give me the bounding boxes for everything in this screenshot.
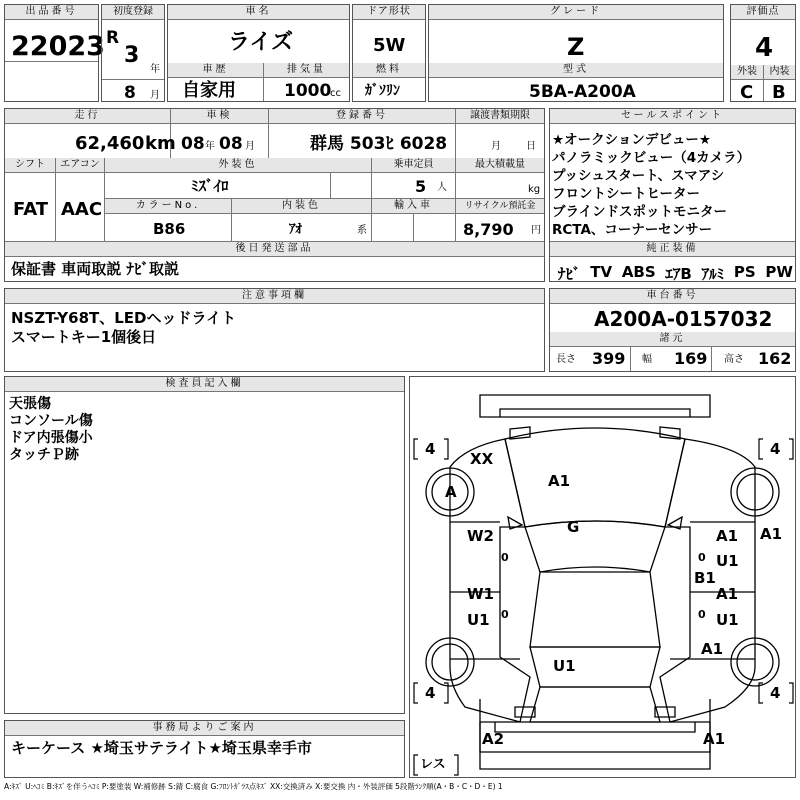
first-registration-label: 初度登録 (102, 5, 164, 20)
interior-color-unit: 系 (357, 225, 367, 236)
tire-front-right: 4 (770, 440, 781, 458)
reg-number-label: 登録番号 (269, 109, 455, 124)
door-handle-rear-right: 0 (698, 608, 706, 621)
inspector-line-4: タッチＰ跡 (9, 447, 79, 463)
car-name: ライズ (228, 30, 294, 55)
mark-pillar-right: B1 (694, 569, 716, 587)
equipment-item: TV (590, 263, 613, 281)
transfer-label: 譲渡書類期限 (456, 109, 544, 124)
sales-points-box (549, 108, 796, 282)
history-label: 車歴 (168, 63, 263, 78)
mark-windshield: G (567, 518, 580, 536)
displacement: 1000 (284, 81, 332, 101)
displacement-unit: cc (330, 88, 341, 99)
recycle-unit: 円 (531, 225, 541, 236)
load-label: 最大積載量 (456, 158, 544, 173)
length-label: 長さ (556, 354, 576, 365)
exterior-label: 外装 (731, 65, 763, 80)
later-parts: 保証書 車両取説 ﾅﾋﾞ取説 (11, 260, 179, 278)
tire-rear-right: 4 (770, 684, 781, 702)
mark-door-front-left: W2 (467, 527, 494, 545)
era: R (106, 28, 120, 48)
mark-door-rear-right: A1 (716, 585, 739, 603)
shift-label: シフト (5, 158, 55, 173)
equipment-item: ｴｱB (665, 265, 692, 283)
score-box (730, 4, 796, 102)
sales-point-line: RCTA、コーナーセンサー (552, 222, 713, 238)
notes-box (4, 288, 545, 372)
sales-point-line: プッシュスタート、スマアシ (552, 168, 725, 184)
exterior-grade: C (740, 82, 754, 103)
sales-point-line: ブラインドスポットモニター (552, 204, 727, 220)
car-name-box (167, 4, 350, 102)
import-label: 輸入車 (372, 199, 455, 214)
height-label: 高さ (724, 354, 744, 365)
transfer-day: 日 (526, 141, 536, 152)
fuel-label: 燃料 (353, 63, 425, 78)
model: 5BA-A200A (529, 82, 636, 102)
ac-label: エアコン (56, 158, 104, 173)
inspector-label: 検査員記入欄 (5, 377, 404, 392)
inspector-line-1: 天張傷 (9, 396, 51, 412)
spare-tire: レス (420, 757, 446, 772)
inspection-month-unit: 月 (245, 141, 255, 152)
inspection-month: 08 (219, 134, 243, 154)
door-handle-front-left: 0 (501, 551, 509, 564)
equipment-list (558, 263, 793, 284)
chassis-label: 車台番号 (550, 289, 795, 304)
inspector-box (4, 376, 405, 714)
reg-number: 群馬 503ﾋ 6028 (310, 134, 448, 154)
mark-bumper-rear-left: A2 (482, 730, 505, 748)
mark-door-front-right-2: U1 (716, 552, 739, 570)
door: 5W (373, 35, 406, 56)
door-label: ドア形状 (353, 5, 425, 20)
equipment-label: 純正装備 (550, 242, 795, 257)
notes-line-2: スマートキー1個後日 (11, 328, 157, 346)
color: ﾐｽﾞｲﾛ (191, 177, 229, 195)
mark-bumper-rear-right: A1 (703, 730, 726, 748)
specs-label: 諸元 (550, 332, 795, 347)
mark-door-rear-right-2: U1 (716, 611, 739, 629)
lot-number-box (4, 4, 105, 102)
recycle-fee: 8,790 (463, 220, 514, 239)
interior-color-label: 内装色 (232, 199, 371, 214)
equipment-item: PS (733, 263, 756, 281)
tire-rear-left: 4 (425, 684, 436, 702)
ac: AAC (61, 199, 103, 220)
sales-points-label: セールスポイント (550, 109, 795, 124)
capacity: 5 (415, 177, 427, 196)
chassis-number: A200A-0157032 (594, 307, 773, 331)
reg-year-unit: 年 (150, 64, 160, 75)
sales-point-line: ★オークションデビュー★ (552, 132, 711, 148)
mileage-unit: km (145, 133, 176, 154)
car-outline-diagram (410, 377, 795, 777)
inspector-line-3: ドア内張傷小 (9, 430, 93, 446)
inspector-line-2: コンソール傷 (9, 413, 93, 429)
mark-door-rear-left-2: U1 (467, 611, 490, 629)
equipment-item: ABS (621, 263, 656, 281)
equipment-item: PW (765, 263, 793, 281)
equipment-item: ｱﾙﾐ (701, 265, 725, 283)
office-text: キーケース ★埼玉サテライト★埼玉県幸手市 (11, 739, 312, 757)
capacity-label: 乗車定員 (372, 158, 455, 173)
chassis-box (549, 288, 796, 372)
car-name-label: 車名 (168, 5, 349, 20)
score-label: 評価点 (731, 5, 795, 20)
mark-hatch: U1 (553, 657, 576, 675)
height: 162 (758, 349, 792, 368)
office-label: 事務局よりご案内 (5, 721, 404, 736)
sales-points-list (552, 131, 750, 239)
score: 4 (755, 33, 774, 63)
equipment-item: ﾅﾋﾞ (558, 265, 581, 283)
capacity-unit: 人 (437, 182, 447, 193)
sales-point-line: パノラミックビュー（4カメラ） (552, 150, 751, 166)
lot-number: 22023 (11, 31, 105, 62)
color-number-label: カラーNo. (105, 199, 231, 214)
sales-point-line: フロントシートヒーター (552, 186, 700, 202)
color-label: 外装色 (105, 158, 371, 173)
transfer-month: 月 (491, 141, 501, 152)
damage-diagram (409, 376, 796, 778)
recycle-label: リサイクル預託金 (456, 199, 544, 214)
notes-label: 注意事項欄 (5, 289, 544, 304)
mark-door-rear-left: W1 (467, 585, 494, 603)
grade-box (428, 4, 724, 102)
history: 自家用 (182, 80, 236, 101)
color-number: B86 (153, 220, 186, 238)
length: 399 (592, 349, 626, 368)
grade: Z (567, 33, 585, 61)
reg-month: 8 (124, 83, 136, 103)
lot-number-label: 出品番号 (5, 5, 98, 20)
mark-hood: A1 (548, 472, 571, 490)
tire-front-left: 4 (425, 440, 436, 458)
inspection-year: 08 (181, 134, 205, 154)
mark-quarter-right: A1 (701, 640, 724, 658)
shift: FAT (13, 199, 49, 220)
mark-fender-front-left: XX (470, 450, 494, 468)
mileage-label: 走行 (5, 109, 170, 124)
fuel: ｶﾞｿﾘﾝ (365, 83, 400, 99)
notes-line-1: NSZT-Y68T、LEDヘッドライト (11, 309, 237, 327)
width: 169 (674, 349, 708, 368)
door-handle-front-right: 0 (698, 551, 706, 564)
door-handle-rear-left: 0 (501, 608, 509, 621)
model-label: 型式 (429, 63, 723, 78)
load-unit: kg (528, 184, 541, 195)
vehicle-info-block (4, 108, 545, 282)
inspection-label: 車検 (171, 109, 268, 124)
mark-wheel-front-left: A (445, 483, 457, 501)
interior-label: 内装 (764, 65, 795, 80)
grade-label: グレード (429, 5, 723, 20)
inspection-year-unit: 年 (205, 141, 215, 152)
office-box (4, 720, 405, 778)
first-registration-box (101, 4, 165, 102)
door-box (352, 4, 426, 102)
width-label: 幅 (642, 354, 652, 365)
interior-grade: B (772, 82, 786, 103)
mark-front-left-right-edge: A1 (760, 525, 783, 543)
later-parts-label: 後日発送部品 (5, 242, 544, 257)
reg-year: 3 (124, 43, 140, 68)
mark-door-front-right: A1 (716, 527, 739, 545)
reg-month-unit: 月 (150, 90, 160, 101)
interior-color: ｱｵ (289, 222, 302, 237)
legend: A:ｷｽﾞ U:ﾍｺﾐ B:ｷｽﾞを伴うﾍｺﾐ P:要塗装 W:補修跡 S:錆 C:腐食 G:ﾌﾛﾝﾄｶﾞﾗｽ点ｷｽﾞ XX:交換済み X:要交換 内・外装評価 5段階ﾗﾝｸ順(A・B・C・D・E) 1 (4, 782, 503, 791)
mileage: 62,460 (75, 133, 145, 154)
displacement-label: 排気量 (264, 63, 349, 78)
